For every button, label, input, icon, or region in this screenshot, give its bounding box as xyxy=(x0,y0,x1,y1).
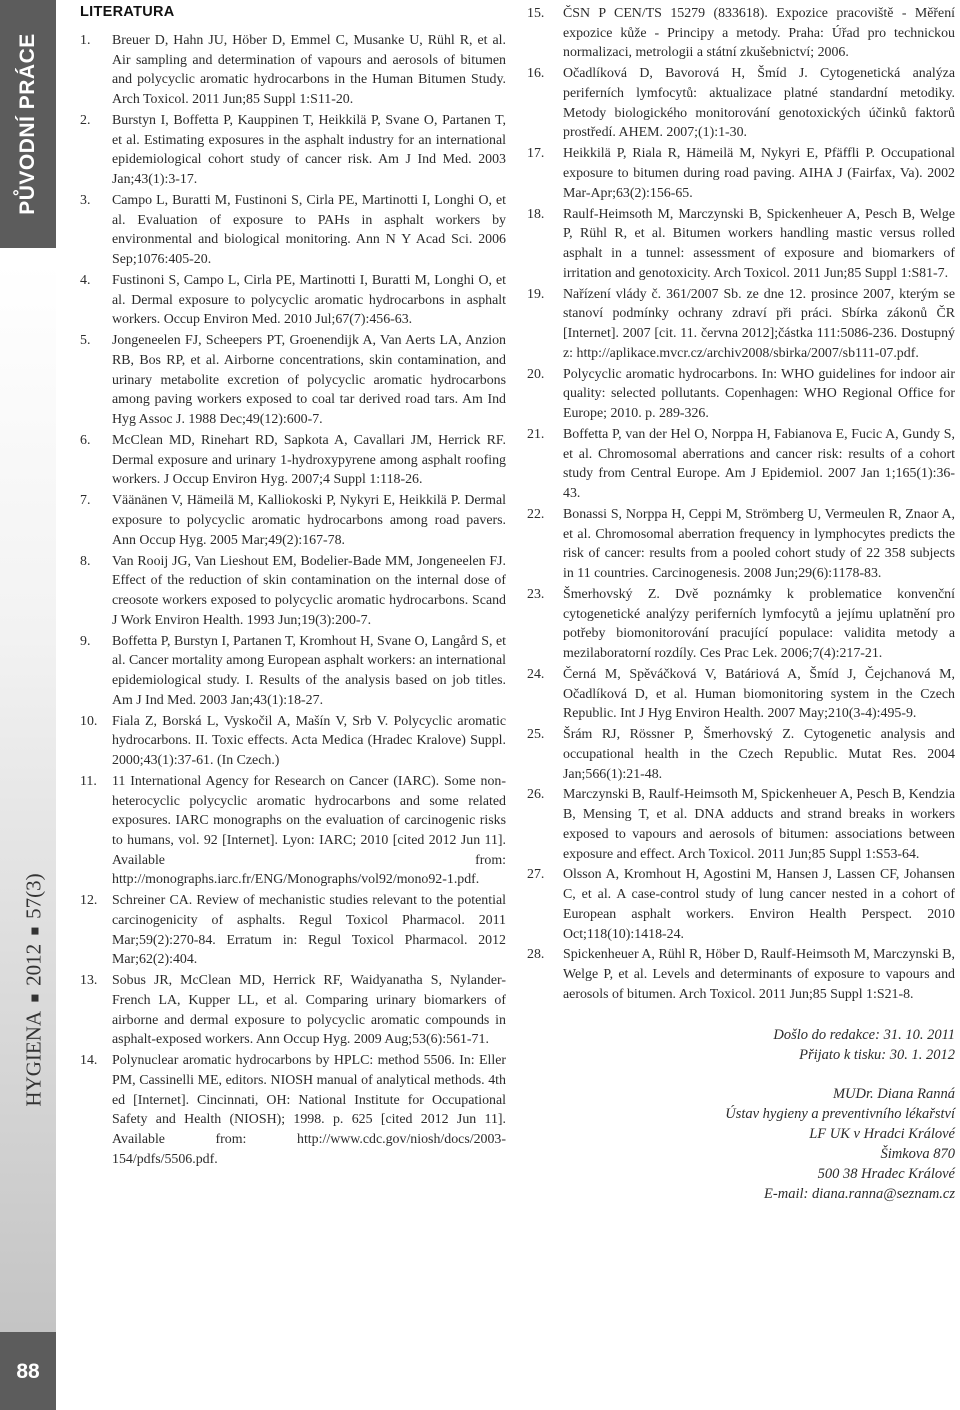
reference-text: Očadlíková D, Bavorová H, Šmíd J. Cytogenetická analýza periferních lymfocytů: aktualizace platné standardní metodiky. Metody biologického monitorování genotoxických účinků faktorů prostředí. AHEM. 2007;(1):1-30. xyxy=(563,66,955,141)
reference-number: 5. xyxy=(80,333,91,349)
reference-item xyxy=(80,891,506,970)
reference-number: 8. xyxy=(80,553,91,569)
received-dates xyxy=(527,1025,955,1065)
reference-item xyxy=(80,712,506,771)
reference-item xyxy=(80,431,506,490)
journal-volume: 57(3) xyxy=(21,873,46,919)
reference-list-right xyxy=(527,4,955,1005)
reference-number: 27. xyxy=(527,867,545,883)
left-column xyxy=(80,0,506,1171)
reference-text: ČSN P CEN/TS 15279 (833618). Expozice pracoviště - Měření expozice kůže - Principy a metody. Praha: Úřad pro technickou normalizaci, metrologii a státní zkušebnictví; 2006. xyxy=(563,6,955,61)
right-column xyxy=(527,4,955,1204)
reference-number: 17. xyxy=(527,146,545,162)
reference-text: Van Rooij JG, Van Lieshout EM, Bodelier-Bade MM, Jongeneelen FJ. Effect of the reduction of skin contamination on the internal dose of creosote workers exposed to polycyclic aromatic hydrocarbons. Scand J Work Environ Health. 1993 Jun;19(3):200-7. xyxy=(112,553,506,628)
journal-info xyxy=(22,873,47,1106)
author-faculty: LF UK v Hradci Králové xyxy=(809,1125,955,1142)
reference-text: Šrám RJ, Rössner P, Šmerhovský Z. Cytogenetic analysis and occupational health in the Czech Republic. Mutat Res. 2004 Jan;566(1):21-48. xyxy=(563,727,955,782)
reference-item xyxy=(527,665,955,724)
reference-item xyxy=(80,552,506,631)
references-heading: LITERATURA xyxy=(80,4,175,20)
author-street: Šimkova 870 xyxy=(880,1145,955,1162)
received-date: Došlo do redakce: 31. 10. 2011 xyxy=(773,1026,955,1043)
reference-list-left xyxy=(80,31,506,1170)
reference-number: 14. xyxy=(80,1053,98,1069)
reference-number: 28. xyxy=(527,947,545,963)
reference-text: Schreiner CA. Review of mechanistic studies relevant to the potential carcinogenicity of asphalts. Regul Toxicol Pharmacol. 2011 Mar;59(2):270-84. Erratum in: Regul Toxicol Pharmacol. 2012 Mar;62(2):404. xyxy=(112,893,506,968)
reference-item xyxy=(527,285,955,364)
reference-item xyxy=(527,4,955,63)
reference-text: Breuer D, Hahn JU, Höber D, Emmel C, Musanke U, Rühl R, et al. Air sampling and determination of vapours and aerosols of bitumen and polycyclic aromatic hydrocarbons in the Human Bitumen Study. Arch Toxicol. 2011 Jun;85 Suppl 1:S11-20. xyxy=(112,33,506,108)
reference-number: 26. xyxy=(527,787,545,803)
reference-number: 4. xyxy=(80,273,91,288)
reference-number: 23. xyxy=(527,586,545,602)
reference-text: Campo L, Buratti M, Fustinoni S, Cirla PE, Martinotti I, Longhi O, et al. Evaluation of exposure to PAHs in asphalt workers by environmental and biological monitoring. Ann N Y Acad Sci. 2006 Sep;1076:405-20. xyxy=(112,193,506,268)
reference-item xyxy=(80,632,506,711)
reference-item xyxy=(527,725,955,784)
reference-item xyxy=(527,144,955,203)
square-bullet-icon xyxy=(31,928,38,935)
reference-text: Olsson A, Kromhout H, Agostini M, Hansen J, Lassen CF, Johansen C, et al. A case-control study of lung cancer nested in a cohort of European asphalt workers. Environ Health Perspect. 2010 Oct;118(10):1418-24. xyxy=(563,867,955,942)
reference-number: 18. xyxy=(527,206,545,222)
reference-item xyxy=(527,205,955,284)
reference-number: 3. xyxy=(80,193,91,208)
reference-number: 24. xyxy=(527,666,545,682)
reference-number: 20. xyxy=(527,366,545,382)
reference-text: 11 International Agency for Research on Cancer (IARC). Some non-heterocyclic polycyclic aromatic hydrocarbons and some related exposures. IARC monographs on the evaluation of carcinogenic risks to humans, vol. 92 [Internet]. Lyon: IARC; 2010 [cited 2012 Jun 11]. Available from: http://monographs.iarc.fr/ENG/Monographs/vol92/mono92-1.pdf. xyxy=(112,773,506,888)
reference-item xyxy=(527,425,955,504)
sidebar-gradient xyxy=(0,262,56,1332)
reference-item xyxy=(80,971,506,1050)
reference-item xyxy=(80,191,506,270)
reference-item xyxy=(527,865,955,944)
section-label: PŮVODNÍ PRÁCE xyxy=(16,33,39,215)
reference-number: 15. xyxy=(527,6,545,21)
square-bullet-icon xyxy=(31,995,38,1002)
reference-text: McClean MD, Rinehart RD, Sapkota A, Cavallari JM, Herrick RF. Dermal exposure and urinary 1-hydroxypyrene among asphalt roofing workers. J Occup Environ Hyg. 2007;4 Suppl 1:118-26. xyxy=(112,433,506,488)
reference-item xyxy=(80,331,506,430)
reference-number: 2. xyxy=(80,113,91,128)
author-city: 500 38 Hradec Králové xyxy=(817,1165,955,1182)
reference-text: Fiala Z, Borská L, Vyskočil A, Mašín V, Srb V. Polycyclic aromatic hydrocarbons. II. Toxic effects. Acta Medica (Hradec Kralove) Suppl. 2000;43(1):37-61. (In Czech.) xyxy=(112,713,506,768)
reference-number: 19. xyxy=(527,286,545,302)
page-number-box xyxy=(0,1332,56,1410)
reference-number: 7. xyxy=(80,493,91,509)
reference-item xyxy=(527,945,955,1004)
section-tab xyxy=(0,0,56,248)
reference-text: Väänänen V, Hämeilä M, Kalliokoski P, Nykyri E, Heikkilä P. Dermal exposure to polycyclic aromatic hydrocarbons among road pavers. Ann Occup Hyg. 2005 Mar;49(2):167-78. xyxy=(112,493,506,548)
accepted-date: Přijato k tisku: 30. 1. 2012 xyxy=(799,1046,955,1063)
journal-year: 2012 xyxy=(21,943,46,986)
reference-number: 11. xyxy=(80,773,97,789)
reference-number: 16. xyxy=(527,66,545,82)
reference-text: Spickenheuer A, Rühl R, Höber D, Raulf-Heimsoth M, Marczynski B, Welge P, et al. Levels and determinants of exposure to vapours and aerosols of bitumen. Arch Toxicol. 2011 Jun;85 Suppl 1:S21-8. xyxy=(563,947,955,1002)
reference-number: 1. xyxy=(80,33,91,48)
reference-item xyxy=(527,585,955,664)
reference-text: Šmerhovský Z. Dvě poznámky k problematice konvenční cytogenetické analýzy periferních lymfocytů a jejímu uplatnění pro potřeby biomonitorování pracující populace: validita metody a mezilaboratorní rozdíly. Ces Prac Lek. 2006;7(4):217-21. xyxy=(563,586,955,661)
author-address xyxy=(527,1084,955,1204)
reference-number: 10. xyxy=(80,713,98,729)
reference-text: Nařízení vlády č. 361/2007 Sb. ze dne 12. prosince 2007, kterým se stanoví podmínky ochrany zdraví při práci. Sbírka zákonů ČR [Internet]. 2007 [cit. 11. června 2012];částka 111:5086-236. Dostupný z: http://aplikace.mvcr.cz/archiv2008/sbirka/2007/sb111-07.pdf. xyxy=(563,286,955,361)
reference-text: Boffetta P, Burstyn I, Partanen T, Kromhout H, Svane O, Langård S, et al. Cancer mortality among European asphalt workers: an international epidemiological study. I. Results of the analysis based on job titles. Am J Ind Med. 2003 Jan;43(1):18-27. xyxy=(112,633,506,708)
reference-number: 12. xyxy=(80,893,98,909)
reference-item xyxy=(527,365,955,424)
author-email: E-mail: diana.ranna@seznam.cz xyxy=(764,1185,955,1202)
reference-number: 22. xyxy=(527,506,545,522)
reference-text: Burstyn I, Boffetta P, Kauppinen T, Heikkilä P, Svane O, Partanen T, et al. Estimating exposures in the asphalt industry for an international epidemiological cohort study of cancer risk. Am J Ind Med. 2003 Jan;43(1):3-17. xyxy=(112,113,506,188)
reference-text: Polynuclear aromatic hydrocarbons by HPLC: method 5506. In: Eller PM, Cassinelli ME, editors. NIOSH manual of analytical methods. 4th ed [Internet]. Cincinnati, OH: National Institute for Occupational Safety and Health (NIOSH); 1998. p. 625 [cited 2012 Jun 11]. Available from: http://www.cdc.gov/niosh/docs/2003-154/pdfs/5506.pdf. xyxy=(112,1053,506,1167)
author-name: MUDr. Diana Ranná xyxy=(832,1085,955,1102)
reference-text: Heikkilä P, Riala R, Hämeilä M, Nykyri E, Pfäffli P. Occupational exposure to bitumen during road paving. AIHA J (Fairfax, Va). 2002 Mar-Apr;63(2):156-65. xyxy=(563,146,955,201)
author-institute: Ústav hygieny a preventivního lékařství xyxy=(725,1105,955,1122)
reference-text: Černá M, Spěváčková V, Batáriová A, Šmíd J, Čejchanová M, Očadlíková D, et al. Human biomonitoring system in the Czech Republic. Int J Hyg Environ Health. 2007 May;210(3-4):495-9. xyxy=(563,666,955,722)
reference-text: Bonassi S, Norppa H, Ceppi M, Strömberg U, Vermeulen R, Znaor A, et al. Chromosomal aberration frequency in lymphocytes predicts the risk of cancer: results from a pooled cohort study of 22 358 subjects in 11 countries. Carcinogenesis. 2008 Jun;29(6):1178-83. xyxy=(563,506,955,581)
reference-number: 21. xyxy=(527,426,545,442)
reference-item xyxy=(80,31,506,110)
reference-text: Boffetta P, van der Hel O, Norppa H, Fabianova E, Fucic A, Gundy S, et al. Chromosomal aberrations and cancer risk: results of a cohort study from Central Europe. Am J Epidemiol. 2007 Jan 1;165(1):36-43. xyxy=(563,426,955,501)
reference-number: 9. xyxy=(80,633,91,649)
reference-text: Raulf-Heimsoth M, Marczynski B, Spickenheuer A, Pesch B, Welge P, Rühl R, et al. Bitumen workers handling mastic versus rolled asphalt in a tunnel: assessment of exposure and biomarkers of irritation and genotoxicity. Arch Toxicol. 2011 Jun;85 Suppl 1:S81-7. xyxy=(563,206,955,281)
journal-name: HYGIENA xyxy=(21,1010,46,1107)
reference-number: 13. xyxy=(80,973,98,989)
page-number: 88 xyxy=(16,1360,40,1383)
reference-item xyxy=(527,785,955,864)
reference-text: Marczynski B, Raulf-Heimsoth M, Spickenheuer A, Pesch B, Kendzia B, Mensing T, et al. DNA adducts and strand breaks in workers exposed to vapours and aerosols of bitumen: associations between exposure and effect. Arch Toxicol. 2011 Jun;85 Suppl 1:S53-64. xyxy=(563,787,955,862)
reference-text: Fustinoni S, Campo L, Cirla PE, Martinotti I, Buratti M, Longhi O, et al. Dermal exposure to polycyclic aromatic hydrocarbons in asphalt workers. Occup Environ Med. 2010 Jul;67(7):456-63. xyxy=(112,273,506,328)
reference-text: Jongeneelen FJ, Scheepers PT, Groenendijk A, Van Aerts LA, Anzion RB, Bos RP, et al. Airborne concentrations, skin contamination, and urinary metabolite excretion of polycyclic aromatic hydrocarbons among paving workers exposed to coal tar derived road tars. Am Ind Hyg Assoc J. 1988 Dec;49(12):600-7. xyxy=(112,333,506,428)
reference-number: 6. xyxy=(80,433,91,448)
sidebar xyxy=(0,0,58,1410)
reference-number: 25. xyxy=(527,727,545,743)
reference-text: Polycyclic aromatic hydrocarbons. In: WHO guidelines for indoor air quality: selected pollutants. Copenhagen: WHO Regional Office for Europe; 2010. p. 289-326. xyxy=(563,366,955,421)
reference-item xyxy=(80,271,506,330)
reference-item xyxy=(80,491,506,550)
reference-item xyxy=(527,505,955,584)
reference-item xyxy=(527,64,955,143)
reference-item xyxy=(80,111,506,190)
reference-item xyxy=(80,772,506,890)
reference-text: Sobus JR, McClean MD, Herrick RF, Waidyanatha S, Nylander-French LA, Kupper LL, et al. Comparing urinary biomarkers of airborne and dermal exposure to polycyclic aromatic compounds in asphalt-exposed workers. Ann Occup Hyg. 2009 Aug;53(6):561-71. xyxy=(112,973,506,1048)
reference-item xyxy=(80,1051,506,1169)
